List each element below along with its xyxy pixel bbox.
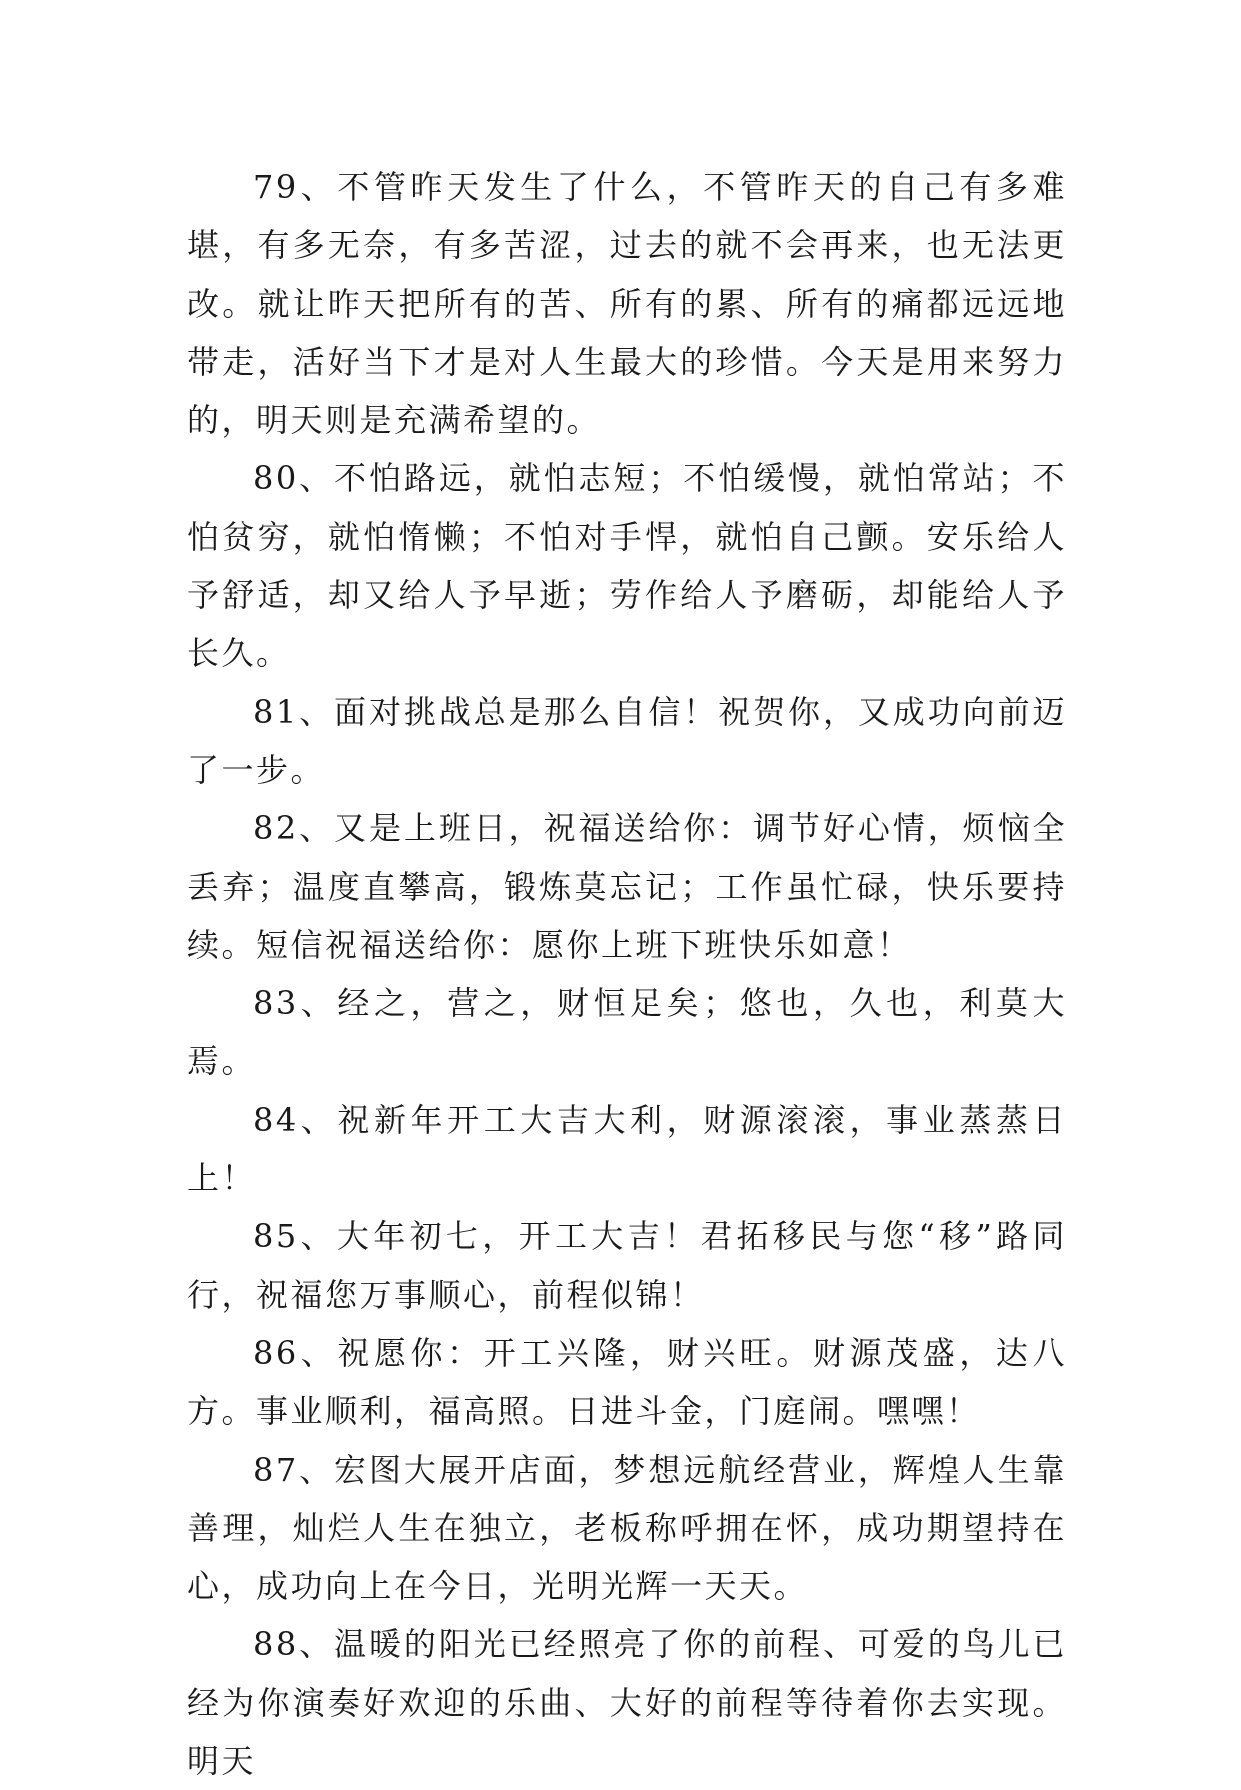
paragraph-86: 86、祝愿你：开工兴隆，财兴旺。财源茂盛，达八方。事业顺利，福高照。日进斗金，门庭闹。嘿嘿！ [187,1333,1067,1431]
paragraph-85: 85、大年初七，开工大吉！君拓移民与您“移”路同行，祝福您万事顺心，前程似锦！ [187,1217,1067,1314]
paragraph-82: 82、又是上班日，祝福送给你：调节好心情，烦恼全丢弃；温度直攀高，锻炼莫忘记；工作虽忙碌，快乐要持续。短信祝福送给你：愿你上班下班快乐如意！ [187,809,1067,964]
document-body [187,158,1067,1790]
paragraph-80: 80、不怕路远，就怕志短；不怕缓慢，就怕常站；不怕贫穷，就怕惰懒；不怕对手悍，就怕自己颤。安乐给人予舒适，却又给人予早逝；劳作给人予磨砺，却能给人予长久。 [187,459,1067,673]
paragraph-81: 81、面对挑战总是那么自信！祝贺你，又成功向前迈了一步。 [187,692,1067,789]
paragraph-84: 84、祝新年开工大吉大利，财源滚滚，事业蒸蒸日上！ [187,1100,1067,1198]
paragraph-83: 83、经之，营之，财恒足矣；悠也，久也，利莫大焉。 [187,984,1067,1081]
paragraph-79: 79、不管昨天发生了什么，不管昨天的自己有多难堪，有多无奈，有多苦涩，过去的就不会再来，也无法更改。就让昨天把所有的苦、所有的累、所有的痛都远远地带走，活好当下才是对人生最大的珍惜。今天是用来努力的，明天则是充满希望的。 [187,168,1067,440]
paragraph-88: 88、温暖的阳光已经照亮了你的前程、可爱的鸟儿已经为你演奏好欢迎的乐曲、大好的前程等待着你去实现。明天 [187,1625,1067,1781]
paragraph-87: 87、宏图大展开店面，梦想远航经营业，辉煌人生靠善理，灿烂人生在独立，老板称呼拥在怀，成功期望持在心，成功向上在今日，光明光辉一天天。 [187,1450,1067,1606]
